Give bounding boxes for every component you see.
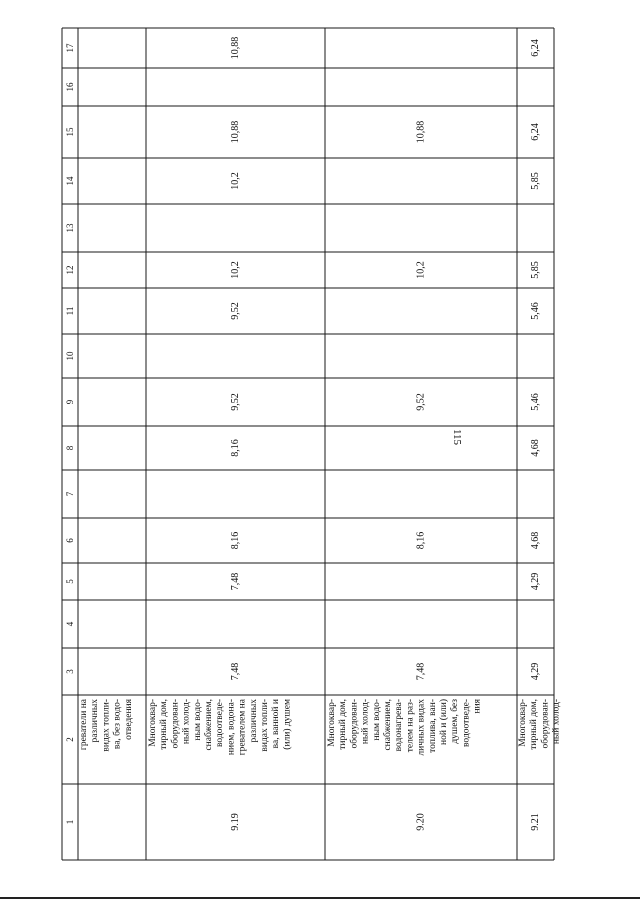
row-description: личных видах bbox=[416, 699, 427, 756]
row-description: ным водо- bbox=[192, 699, 203, 741]
cell-value: 9,52 bbox=[230, 393, 241, 411]
row-description: оборудован- bbox=[170, 699, 181, 749]
continuation-description: видах топли- bbox=[101, 699, 112, 752]
header-number: 8 bbox=[65, 445, 75, 451]
row-description: (или) душем bbox=[282, 699, 293, 750]
row-description: нием, водона- bbox=[226, 699, 237, 756]
cell-value: 5,46 bbox=[530, 393, 541, 411]
row-id: 9.20 bbox=[415, 813, 427, 831]
header-number: 15 bbox=[65, 127, 75, 137]
row-description: телем на раз- bbox=[405, 699, 416, 753]
header-number: 4 bbox=[65, 621, 75, 627]
row-description: ной и (или) bbox=[439, 699, 449, 745]
header-number: 6 bbox=[65, 538, 75, 543]
cell-value: 4,29 bbox=[530, 572, 541, 591]
row-description: душем, без bbox=[450, 699, 461, 744]
row-description: различных bbox=[248, 699, 259, 743]
header-number: 9 bbox=[65, 399, 75, 405]
row-description: гревателем на bbox=[237, 699, 248, 756]
header-number: 5 bbox=[65, 579, 75, 584]
cell-value: 10,88 bbox=[230, 36, 241, 60]
cell-value: 4,29 bbox=[530, 662, 541, 681]
cell-value: 7,48 bbox=[230, 662, 241, 681]
header-number: 14 bbox=[65, 176, 75, 186]
header-number: 16 bbox=[65, 82, 75, 92]
header-number: 7 bbox=[65, 491, 75, 497]
header-number: 2 bbox=[65, 737, 75, 742]
cell-value: 8,16 bbox=[230, 439, 241, 457]
continuation-description: греватели на bbox=[79, 699, 89, 751]
row-description: водоотведе- bbox=[461, 699, 472, 747]
cell-value: 5,85 bbox=[530, 261, 541, 279]
continuation-description: различных bbox=[90, 699, 101, 743]
header-number: 3 bbox=[65, 669, 75, 674]
row-description: топлива, ван- bbox=[427, 699, 438, 753]
row-description: ный холод- bbox=[551, 699, 562, 745]
header-number: 17 bbox=[65, 43, 75, 53]
row-description: тирный дом, bbox=[338, 699, 349, 750]
row-description: оборудован- bbox=[349, 699, 360, 749]
cell-value: 7,48 bbox=[230, 572, 241, 591]
cell-value: 8,16 bbox=[230, 531, 241, 550]
row-description: ный холод- bbox=[360, 699, 371, 745]
cell-value: 6,24 bbox=[530, 39, 541, 57]
cell-value: 7,48 bbox=[415, 662, 427, 681]
header-number: 1 bbox=[65, 819, 75, 825]
row-description: Многоквар- bbox=[327, 699, 337, 747]
row-description: Многоквар- bbox=[148, 699, 158, 747]
cell-value: 6,24 bbox=[530, 123, 541, 141]
row-description: ния bbox=[472, 699, 483, 714]
row-description: Многоквар- bbox=[518, 699, 528, 747]
cell-value: 9,52 bbox=[415, 393, 427, 411]
cell-value: 10,88 bbox=[415, 120, 427, 144]
row-description: ным водо- bbox=[371, 699, 382, 741]
row-description: тирный дом, bbox=[159, 699, 170, 750]
cell-value: 10,2 bbox=[230, 172, 241, 190]
cell-value: 8,16 bbox=[415, 531, 427, 550]
header-number: 11 bbox=[65, 306, 75, 316]
row-description: тирный дом, bbox=[529, 699, 540, 750]
row-description: водонагрева- bbox=[394, 699, 405, 752]
row-description: видах топли- bbox=[260, 699, 270, 752]
cell-value: 5,46 bbox=[530, 302, 541, 320]
continuation-description: отведения bbox=[123, 699, 134, 740]
row-id: 9.19 bbox=[230, 813, 241, 831]
cell-value: 5,85 bbox=[530, 172, 541, 190]
row-description: водоотведе- bbox=[215, 699, 226, 747]
header-number: 13 bbox=[65, 223, 75, 233]
continuation-description: ва, без водо- bbox=[112, 699, 123, 750]
cell-value: 9,52 bbox=[230, 302, 241, 320]
row-id: 9.21 bbox=[530, 813, 541, 831]
row-description: снабжением, bbox=[383, 699, 393, 751]
cell-value: 10,88 bbox=[230, 120, 241, 144]
cell-value: 10,2 bbox=[415, 261, 427, 279]
cell-value: 4,68 bbox=[530, 439, 541, 457]
header-number: 10 bbox=[65, 351, 75, 361]
row-description: снабжением, bbox=[204, 699, 214, 751]
row-description: ный холод- bbox=[181, 699, 192, 745]
header-number: 12 bbox=[65, 265, 75, 275]
page-number: 115 bbox=[451, 428, 464, 446]
row-description: ва, ванной и bbox=[271, 699, 282, 749]
cell-value: 4,68 bbox=[530, 531, 541, 550]
row-description: оборудован- bbox=[540, 699, 551, 749]
cell-value: 10,2 bbox=[230, 261, 241, 279]
